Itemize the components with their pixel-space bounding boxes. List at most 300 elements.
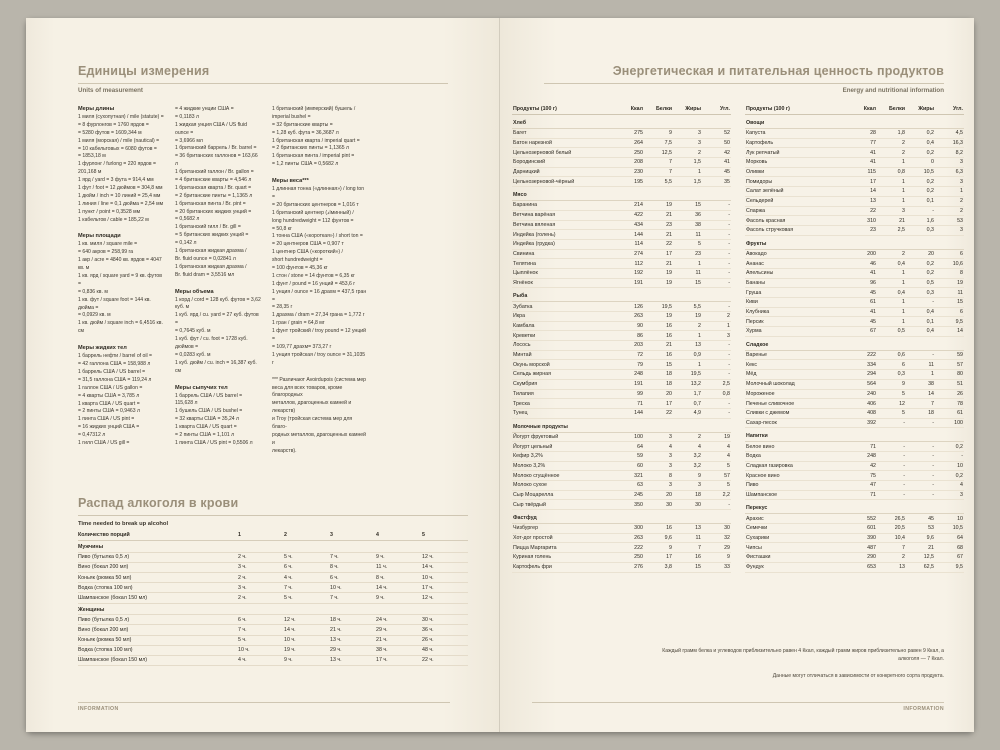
nutrition-value-cell: 214 <box>615 201 644 211</box>
units-line: = 0,5682 л <box>175 216 200 223</box>
nutrition-value-cell: 2 <box>673 321 702 331</box>
nutrition-value-cell: 0,3 <box>877 370 906 380</box>
nutrition-product-name: Батон нарезной <box>512 138 615 148</box>
nutrition-value-cell: 9,6 <box>906 533 935 543</box>
nutrition-value-cell: 5,5 <box>644 177 673 187</box>
nutrition-value-cell: 4,5 <box>935 129 964 139</box>
nutrition-value-cell: 4,9 <box>673 408 702 418</box>
nutrition-value-cell: 16 <box>644 331 673 341</box>
units-line: 1 кв. фут / square foot = 144 кв. дюйма = <box>78 296 151 311</box>
nutrition-value-cell: 22 <box>644 408 673 418</box>
nutrition-product-name: Ветчина вяленая <box>512 220 615 230</box>
table-row <box>745 490 964 500</box>
alcohol-time-cell: 10 ч. <box>422 572 468 582</box>
nutrition-product-name: Скумбрия <box>512 379 615 389</box>
units-column <box>78 106 164 465</box>
nutrition-value-cell: 3 <box>644 432 673 442</box>
nutrition-value-cell: 59 <box>935 350 964 360</box>
nutrition-category-label: Фастфуд <box>512 510 731 524</box>
nutrition-value-cell: 45 <box>906 514 935 524</box>
nutrition-value-cell: 2 <box>935 196 964 206</box>
nutrition-value-cell: 61 <box>935 408 964 418</box>
alcohol-time-cell: 2 ч. <box>238 572 284 582</box>
alcohol-time-cell: 13 ч. <box>330 635 376 645</box>
nutrition-value-cell: 57 <box>935 360 964 370</box>
units-line: 1 ярд / yard = 3 фута = 914,4 мм <box>78 177 154 184</box>
nutrition-value-cell: - <box>702 278 731 288</box>
units-line: 1 дюйм / inch = 10 линий = 25,4 мм <box>78 192 161 199</box>
nutrition-product-name: Семечки <box>745 524 848 534</box>
table-row <box>512 451 731 461</box>
alcohol-time-cell: 24 ч. <box>376 615 422 625</box>
nutrition-value-cell: 4 <box>644 442 673 452</box>
nutrition-subtitle: Energy and nutritional information <box>842 87 944 94</box>
nutrition-value-cell: 1,8 <box>877 129 906 139</box>
nutrition-header-cell: Белки <box>877 104 906 115</box>
nutrition-product-name: Бананы <box>745 278 848 288</box>
nutrition-value-cell: 5 <box>702 481 731 491</box>
nutrition-value-cell: 3 <box>644 451 673 461</box>
nutrition-value-cell: 7 <box>906 399 935 409</box>
table-row <box>512 360 731 370</box>
nutrition-value-cell: - <box>702 268 731 278</box>
nutrition-value-cell: 1 <box>906 370 935 380</box>
nutrition-value-cell: 11 <box>906 360 935 370</box>
nutrition-category-row <box>512 288 731 302</box>
table-row <box>745 225 964 235</box>
nutrition-header-cell: Белки <box>644 104 673 115</box>
units-block-title: Меры длины <box>78 106 115 112</box>
units-line: = 2 британских пинты = 1,1365 л <box>272 145 349 152</box>
nutrition-value-cell: 2 <box>702 312 731 322</box>
alcohol-drink-name: Водка (стопка 100 мл) <box>78 583 238 593</box>
alcohol-time-cell: 8 ч. <box>330 562 376 572</box>
nutrition-value-cell: 334 <box>848 360 877 370</box>
nutrition-value-cell: 276 <box>615 562 644 572</box>
nutrition-value-cell: 47 <box>848 481 877 491</box>
nutrition-value-cell: 35 <box>702 177 731 187</box>
table-row <box>512 533 731 543</box>
units-line: = 1853,18 м <box>78 153 106 160</box>
units-line: *** Различают Avoirdupois (система мер <box>272 376 367 383</box>
nutrition-value-cell: 19 <box>673 312 702 322</box>
alcohol-section <box>78 496 468 666</box>
nutrition-value-cell: 64 <box>615 442 644 452</box>
nutrition-value-cell: 114 <box>615 239 644 249</box>
units-block-lines <box>175 106 261 280</box>
nutrition-product-name: Сельдерей <box>745 196 848 206</box>
nutrition-product-name: Икра <box>512 312 615 322</box>
table-row <box>745 187 964 197</box>
nutrition-value-cell: 0,1 <box>906 317 935 327</box>
nutrition-value-cell: 1,5 <box>673 158 702 168</box>
units-line: = 2 пинты США = 0,9463 л <box>78 408 140 415</box>
table-row <box>745 167 964 177</box>
nutrition-value-cell: 0,8 <box>877 167 906 177</box>
nutrition-value-cell: 7 <box>673 543 702 553</box>
nutrition-value-cell: 17 <box>644 249 673 259</box>
nutrition-value-cell: 1 <box>673 167 702 177</box>
nutrition-value-cell: - <box>877 461 906 471</box>
nutrition-value-cell: 30 <box>644 500 673 510</box>
nutrition-value-cell: - <box>906 471 935 481</box>
nutrition-product-name: Молоко сухое <box>512 481 615 491</box>
nutrition-value-cell: 0,3 <box>906 225 935 235</box>
nutrition-category-row <box>745 336 964 350</box>
alcohol-header-cell: 5 <box>422 530 468 541</box>
nutrition-value-cell: - <box>877 490 906 500</box>
nutrition-value-cell: 195 <box>615 177 644 187</box>
nutrition-product-name: Салат зелёный <box>745 187 848 197</box>
units-line: 1 баррель США / US barrel = <box>78 368 146 375</box>
nutrition-value-cell: 45 <box>702 167 731 177</box>
nutrition-product-name: Сухарики <box>745 533 848 543</box>
nutrition-value-cell: 1,7 <box>673 389 702 399</box>
nutrition-value-cell: 30 <box>702 524 731 534</box>
table-row <box>745 360 964 370</box>
nutrition-value-cell: 274 <box>615 249 644 259</box>
nutrition-value-cell: - <box>906 298 935 308</box>
units-line: = 20 британских жидких унций = <box>175 208 252 215</box>
nutrition-value-cell: 0,7 <box>673 399 702 409</box>
alcohol-table <box>78 530 468 666</box>
table-row <box>745 129 964 139</box>
alcohol-drink-name: Шампанское (бокал 150 мл) <box>78 593 238 603</box>
nutrition-value-cell: 2 <box>877 249 906 259</box>
nutrition-value-cell: 17 <box>848 177 877 187</box>
nutrition-category-label: Овощи <box>745 115 964 129</box>
alcohol-time-cell: 11 ч. <box>376 562 422 572</box>
right-footer-rule <box>532 702 944 703</box>
nutrition-product-name: Киви <box>745 298 848 308</box>
nutrition-value-cell: 8,2 <box>935 148 964 158</box>
nutrition-value-cell: 3 <box>935 177 964 187</box>
units-line: = 8 фурлонгов = 1760 ярдов = <box>78 121 149 128</box>
nutrition-product-name: Груша <box>745 288 848 298</box>
table-row <box>745 524 964 534</box>
alcohol-group-row <box>78 603 468 615</box>
nutrition-value-cell: 222 <box>615 543 644 553</box>
alcohol-time-cell: 30 ч. <box>422 615 468 625</box>
nutrition-value-cell: 52 <box>702 129 731 139</box>
table-row <box>512 201 731 211</box>
nutrition-value-cell: 126 <box>615 302 644 312</box>
units-line: 1 длинная тонна («длинная») / long ton = <box>272 186 365 201</box>
units-subtitle: Units of measurement <box>78 87 143 94</box>
alcohol-group-row <box>78 541 468 553</box>
nutrition-value-cell: 9,5 <box>935 317 964 327</box>
alcohol-time-cell: 13 ч. <box>330 655 376 665</box>
nutrition-value-cell: 67 <box>935 553 964 563</box>
nutrition-product-name: Окунь морской <box>512 360 615 370</box>
nutrition-columns <box>512 104 964 573</box>
nutrition-product-name: Мёд <box>745 370 848 380</box>
nutrition-value-cell: 41 <box>848 158 877 168</box>
nutrition-category-row <box>512 418 731 432</box>
alcohol-title-rule <box>78 515 468 516</box>
nutrition-value-cell: 3 <box>935 158 964 168</box>
nutrition-value-cell: 0,2 <box>935 442 964 452</box>
nutrition-value-cell: - <box>877 481 906 491</box>
nutrition-value-cell: 53 <box>935 216 964 226</box>
nutrition-value-cell: 71 <box>848 490 877 500</box>
nutrition-value-cell: 263 <box>615 312 644 322</box>
nutrition-value-cell: 0,9 <box>673 350 702 360</box>
nutrition-value-cell: 12 <box>877 399 906 409</box>
alcohol-time-cell: 12 ч. <box>422 593 468 603</box>
nutrition-value-cell: 2,5 <box>702 379 731 389</box>
nutrition-category-row <box>512 510 731 524</box>
nutrition-value-cell: 0,2 <box>906 177 935 187</box>
nutrition-value-cell: 653 <box>848 562 877 572</box>
units-line: 1 корд / cord = 128 куб. футов = 3,62 куб. м <box>175 296 261 311</box>
nutrition-value-cell: 5 <box>877 408 906 418</box>
nutrition-value-cell: 191 <box>615 278 644 288</box>
alcohol-time-cell: 2 ч. <box>238 593 284 603</box>
nutrition-value-cell: 20 <box>644 490 673 500</box>
nutrition-value-cell: 19 <box>644 278 673 288</box>
nutrition-value-cell: 6 <box>935 307 964 317</box>
units-line: 1 куб. фут / cu. foot = 1728 куб. дюймов = <box>175 336 248 350</box>
units-block-lines <box>272 106 368 169</box>
nutrition-value-cell: 263 <box>615 533 644 543</box>
nutrition-value-cell: 3,2 <box>673 451 702 461</box>
alcohol-time-cell: 14 ч. <box>376 583 422 593</box>
nutrition-value-cell: 12,5 <box>644 148 673 158</box>
nutrition-product-name: Сладкая газировка <box>745 461 848 471</box>
nutrition-value-cell: 5 <box>673 239 702 249</box>
nutrition-value-cell: 250 <box>615 553 644 563</box>
nutrition-value-cell: 4 <box>702 442 731 452</box>
nutrition-value-cell: 15 <box>673 201 702 211</box>
nutrition-product-name: Пицца Маргарита <box>512 543 615 553</box>
nutrition-value-cell: 15 <box>673 278 702 288</box>
units-line: = 109,77 драхм= 373,27 г <box>272 343 332 350</box>
units-line: Br. fluid ounce = 0,02841 л <box>175 255 236 262</box>
nutrition-value-cell: 4 <box>673 442 702 452</box>
nutrition-value-cell: 144 <box>615 408 644 418</box>
nutrition-value-cell: - <box>702 399 731 409</box>
table-row <box>78 583 468 593</box>
nutrition-value-cell: 71 <box>615 399 644 409</box>
nutrition-value-cell: 78 <box>935 399 964 409</box>
nutrition-value-cell: 434 <box>615 220 644 230</box>
nutrition-header-row <box>745 104 964 115</box>
units-block-title: Меры жидких тел <box>78 345 127 352</box>
table-row <box>745 298 964 308</box>
table-row <box>745 553 964 563</box>
table-row <box>512 500 731 510</box>
nutrition-product-name: Тунец <box>512 408 615 418</box>
units-line: лекарств). <box>272 447 297 454</box>
nutrition-table <box>745 104 964 573</box>
nutrition-title: Энергетическая и питательная ценность продуктов <box>612 64 944 78</box>
nutrition-product-name: Печенье сливочное <box>745 399 848 409</box>
nutrition-value-cell: 8 <box>935 268 964 278</box>
nutrition-product-name: Куриная голень <box>512 553 615 563</box>
nutrition-value-cell: - <box>906 206 935 216</box>
nutrition-product-name: Индейка (голень) <box>512 230 615 240</box>
nutrition-value-cell: 33 <box>702 562 731 572</box>
nutrition-value-cell: 200 <box>848 249 877 259</box>
nutrition-value-cell: 9 <box>673 471 702 481</box>
nutrition-value-cell: 0,6 <box>877 350 906 360</box>
nutrition-column <box>745 104 964 573</box>
alcohol-time-cell: 36 ч. <box>422 625 468 635</box>
nutrition-product-name: Молоко 3,2% <box>512 461 615 471</box>
table-row <box>512 389 731 399</box>
nutrition-value-cell: 3 <box>935 225 964 235</box>
units-line: 1 миля (морская) / mile (nautical) = <box>78 137 160 144</box>
units-block <box>272 178 368 367</box>
units-block-lines <box>272 186 368 367</box>
units-line: 1 фунт тройский / troy pound = 12 унций = <box>272 328 366 343</box>
units-column <box>175 106 261 465</box>
table-row <box>78 562 468 572</box>
table-row <box>512 167 731 177</box>
nutrition-value-cell: 23 <box>673 249 702 259</box>
nutrition-category-row <box>512 187 731 201</box>
units-line: = 0,836 кв. м <box>78 288 108 295</box>
table-row <box>512 321 731 331</box>
alcohol-header-row <box>78 530 468 541</box>
nutrition-value-cell: 21 <box>644 230 673 240</box>
units-title: Единицы измерения <box>78 64 210 78</box>
nutrition-value-cell: - <box>702 239 731 249</box>
nutrition-value-cell: - <box>906 481 935 491</box>
nutrition-header-cell: Угл. <box>935 104 964 115</box>
nutrition-value-cell: 14 <box>848 187 877 197</box>
nutrition-value-cell: 0,4 <box>906 138 935 148</box>
units-block <box>78 233 164 336</box>
alcohol-time-cell: 12 ч. <box>284 615 330 625</box>
table-row <box>78 625 468 635</box>
nutrition-category-label: Сладкое <box>745 336 964 350</box>
nutrition-product-name: Картофель фри <box>512 562 615 572</box>
nutrition-value-cell: 112 <box>615 259 644 269</box>
table-row <box>745 288 964 298</box>
table-row <box>745 327 964 337</box>
nutrition-value-cell: 19 <box>935 278 964 288</box>
alcohol-drink-name: Коньяк (рюмка 50 мл) <box>78 572 238 582</box>
units-block-lines <box>78 114 164 224</box>
nutrition-value-cell: 1 <box>673 331 702 341</box>
nutrition-value-cell: 17 <box>644 553 673 563</box>
nutrition-value-cell: 290 <box>848 553 877 563</box>
nutrition-product-name: Арахис <box>745 514 848 524</box>
table-row <box>512 399 731 409</box>
nutrition-value-cell: 59 <box>615 451 644 461</box>
units-line: 1 британская жидкая драхма / <box>175 263 247 270</box>
nutrition-value-cell: 71 <box>848 442 877 452</box>
units-line: = 3,6966 мл <box>175 137 203 144</box>
nutrition-value-cell: 15 <box>673 562 702 572</box>
nutrition-value-cell: 564 <box>848 379 877 389</box>
nutrition-value-cell: 6,3 <box>935 167 964 177</box>
nutrition-value-cell: 32 <box>702 533 731 543</box>
nutrition-value-cell: 5,5 <box>673 302 702 312</box>
nutrition-value-cell: 86 <box>615 331 644 341</box>
alcohol-time-cell: 22 ч. <box>422 655 468 665</box>
nutrition-value-cell: - <box>702 302 731 312</box>
nutrition-value-cell: 16 <box>673 553 702 563</box>
nutrition-value-cell: 192 <box>615 268 644 278</box>
nutrition-product-name: Цельнозерновой белый <box>512 148 615 158</box>
nutrition-value-cell: 62,5 <box>906 562 935 572</box>
nutrition-product-name: Баранина <box>512 201 615 211</box>
nutrition-value-cell: 22 <box>848 206 877 216</box>
nutrition-header-cell: Ккал <box>615 104 644 115</box>
nutrition-header <box>544 64 944 94</box>
alcohol-drink-name: Пиво (бутылка 0,5 л) <box>78 615 238 625</box>
units-line: 1 куб. ярд / cu. yard = 27 куб. футов = <box>175 312 259 327</box>
alcohol-time-cell: 8 ч. <box>376 572 422 582</box>
nutrition-value-cell: - <box>906 442 935 452</box>
nutrition-value-cell: 36 <box>673 210 702 220</box>
nutrition-value-cell: 67 <box>848 327 877 337</box>
nutrition-value-cell: 1 <box>935 187 964 197</box>
units-line: = 4 жидкие унции США = <box>175 106 234 112</box>
alcohol-drink-name: Шампанское (бокал 150 мл) <box>78 655 238 665</box>
nutrition-value-cell: 15 <box>935 298 964 308</box>
nutrition-value-cell: 23 <box>848 225 877 235</box>
nutrition-value-cell: 41 <box>848 268 877 278</box>
nutrition-value-cell: - <box>877 442 906 452</box>
table-row <box>512 158 731 168</box>
alcohol-time-cell: 7 ч. <box>330 552 376 562</box>
units-line: и Troy (тройская система мер для благо- <box>272 416 353 430</box>
nutrition-value-cell: 13 <box>673 341 702 351</box>
table-row <box>78 615 468 625</box>
alcohol-time-cell: 48 ч. <box>422 645 468 655</box>
nutrition-value-cell: 248 <box>615 370 644 380</box>
alcohol-drink-name: Коньяк (рюмка 50 мл) <box>78 635 238 645</box>
nutrition-value-cell: 1 <box>702 321 731 331</box>
nutrition-product-name: Цельнозерновой-чёрный <box>512 177 615 187</box>
table-row <box>745 138 964 148</box>
units-line: родных металлов, драгоценных камней и <box>272 431 366 446</box>
nutrition-value-cell: 0 <box>906 158 935 168</box>
table-row <box>745 481 964 491</box>
nutrition-value-cell: 12,5 <box>906 553 935 563</box>
units-line: = 640 акров = 258,99 га <box>78 249 134 256</box>
nutrition-value-cell: 29 <box>702 543 731 553</box>
units-line: 1 стон / stone = 14 фунтов = 6,35 кг <box>272 272 355 279</box>
table-row <box>745 514 964 524</box>
nutrition-value-cell: 7 <box>644 158 673 168</box>
units-block <box>175 289 261 376</box>
nutrition-value-cell: 13,2 <box>673 379 702 389</box>
nutrition-value-cell: 3 <box>673 481 702 491</box>
table-row <box>512 220 731 230</box>
units-line: 1 пинта США / US pint = <box>78 416 135 423</box>
table-row <box>512 481 731 491</box>
nutrition-value-cell: 9 <box>877 379 906 389</box>
nutrition-category-label: Мясо <box>512 187 731 201</box>
nutrition-value-cell: 275 <box>615 129 644 139</box>
units-line: 1 тонна США («короткая») / short ton = <box>272 233 363 240</box>
nutrition-category-label: Фрукты <box>745 235 964 249</box>
nutrition-value-cell: - <box>702 230 731 240</box>
units-columns <box>78 106 458 465</box>
table-row <box>512 350 731 360</box>
nutrition-value-cell: 3 <box>644 461 673 471</box>
units-line: 1 британский (имперский) бушель / <box>272 106 356 112</box>
nutrition-value-cell: 0,8 <box>702 389 731 399</box>
table-row <box>78 552 468 562</box>
nutrition-value-cell: - <box>906 490 935 500</box>
alcohol-drink-name: Пиво (бутылка 0,5 л) <box>78 552 238 562</box>
